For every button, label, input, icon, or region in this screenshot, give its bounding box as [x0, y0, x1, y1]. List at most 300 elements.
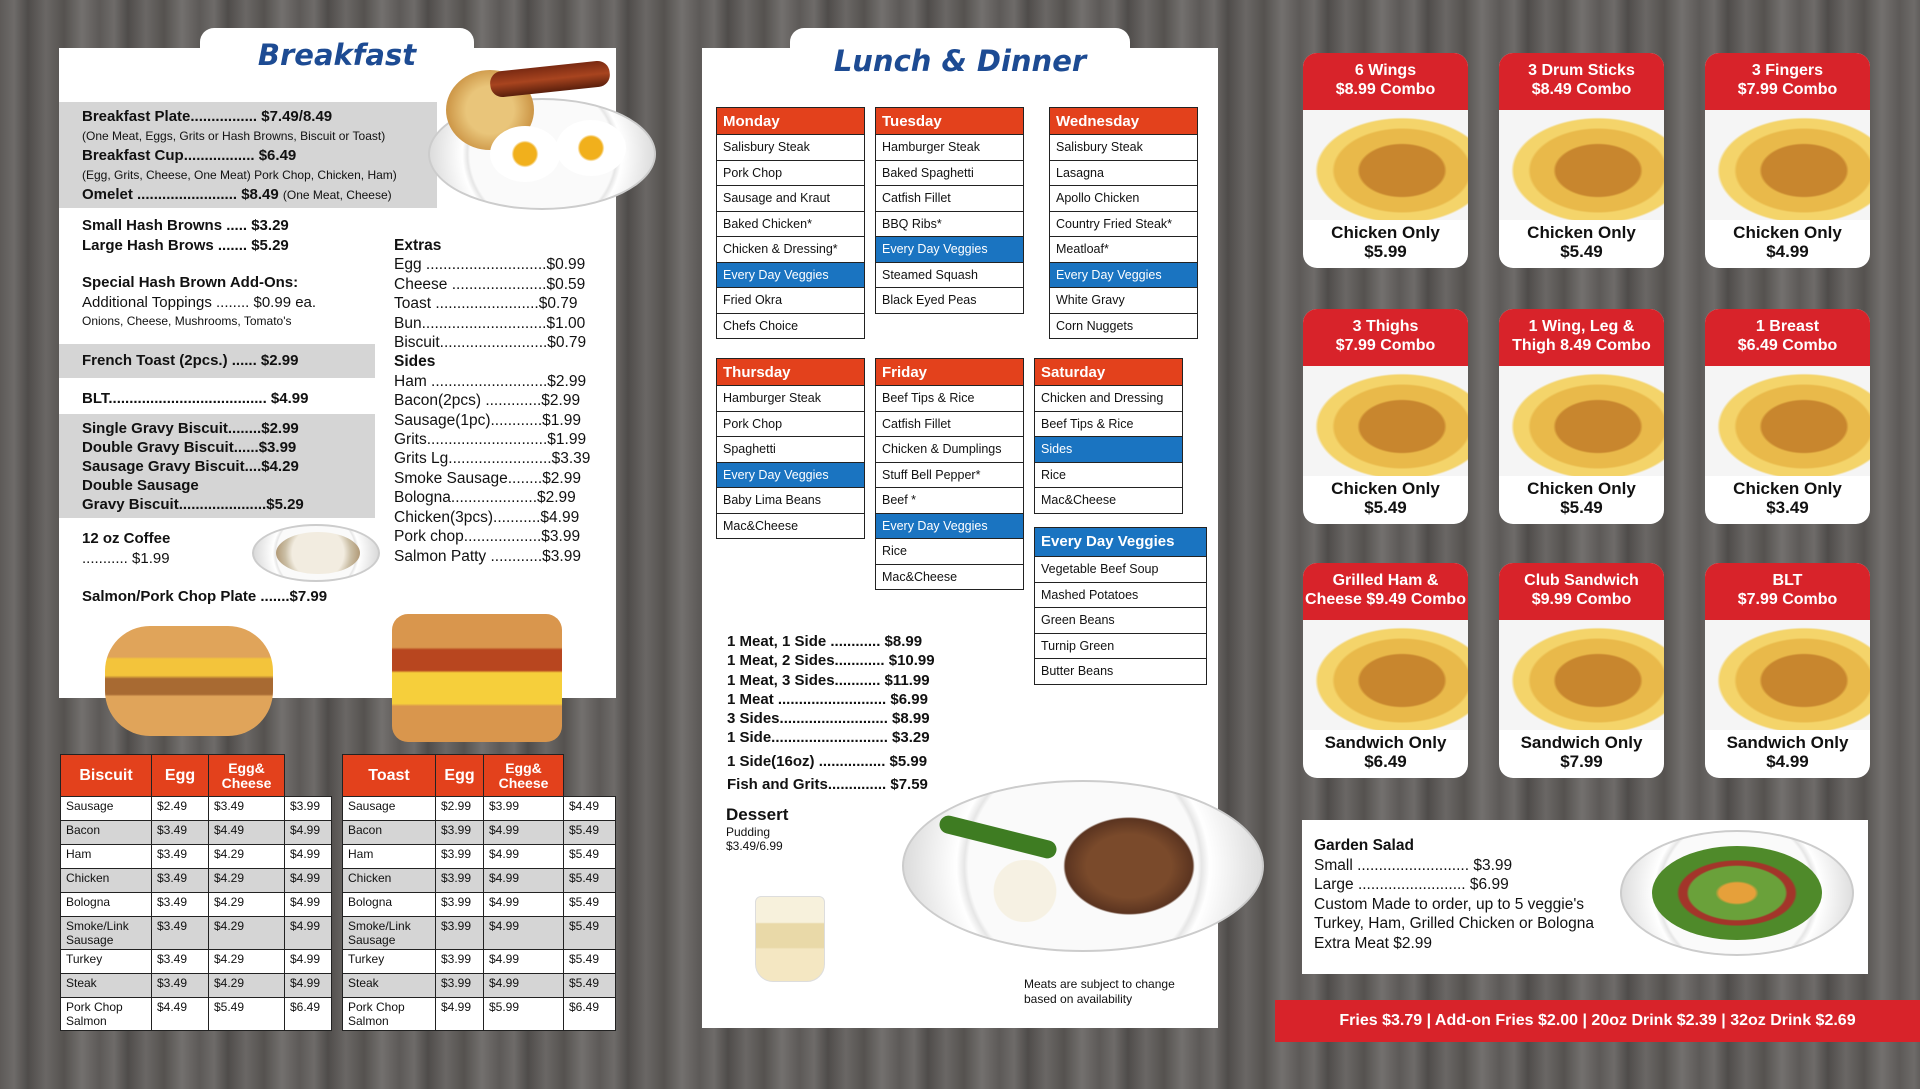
item-cell: Pork Chop Salmon — [61, 998, 152, 1031]
extras-item: Biscuit.........................$0.79 — [394, 334, 587, 352]
price-cell: $3.99 — [484, 797, 564, 821]
sides-item: Salmon Patty ............$3.99 — [394, 547, 581, 565]
menu-item: Every Day Veggies — [716, 463, 865, 489]
combo-price-line: $5.99 — [1364, 242, 1407, 261]
combo-price-line: Fish and Grits.............. $7.59 — [727, 776, 928, 794]
egg-image — [490, 126, 560, 182]
biscuit-sandwich-image — [105, 626, 273, 736]
combo-price-line: 1 Meat, 2 Sides............ $10.99 — [727, 652, 935, 670]
breakfast-plate-image — [428, 98, 656, 210]
combo-title-line: $6.49 Combo — [1737, 337, 1838, 354]
combo-card — [1705, 309, 1870, 524]
menu-item: Mac&Cheese — [716, 514, 865, 540]
day-header: Friday — [875, 358, 1024, 386]
price-cell: $3.99 — [285, 797, 332, 821]
combo-price-line: Sandwich Only — [1324, 733, 1447, 752]
combo-title-line: 3 Drum Sticks — [1528, 62, 1635, 79]
menu-item: Hamburger Steak — [875, 135, 1024, 161]
menu-item: Mashed Potatoes — [1034, 583, 1207, 609]
menu-item: Baked Chicken* — [716, 212, 865, 238]
sides-item: Sausage(1pc)............$1.99 — [394, 411, 581, 429]
price-cell: $5.49 — [564, 950, 616, 974]
combo-card-title — [1499, 563, 1664, 620]
combo-price-line: $6.49 — [1364, 752, 1407, 771]
small-hash-line: Small Hash Browns ..... $3.29 — [82, 217, 289, 234]
sides-item: Smoke Sausage........$2.99 — [394, 469, 581, 487]
extras-title: Extras — [394, 237, 442, 254]
menu-item: Every Day Veggies — [1049, 263, 1198, 289]
chicken-fries-image — [1303, 110, 1468, 220]
menu-item: Salisbury Steak — [716, 135, 865, 161]
extras-item: Cheese ......................$0.59 — [394, 275, 586, 293]
combo-price-line: 1 Meat .......................... $6.99 — [727, 690, 928, 708]
item-cell: Ham — [343, 845, 436, 869]
combo-price-line: $5.49 — [1560, 242, 1603, 261]
sides-item: Bacon(2pcs) .............$2.99 — [394, 392, 581, 410]
combo-card-title — [1303, 563, 1468, 620]
combo-price-line: $3.49 — [1766, 498, 1809, 517]
salad-desc: Custom Made to order, up to 5 veggie's — [1314, 895, 1585, 913]
egg-col-header: Egg — [436, 755, 484, 797]
combo-price-line: Chicken Only — [1331, 223, 1440, 242]
table-row — [61, 797, 332, 821]
combo-card-price — [1499, 220, 1664, 261]
combo-price-line: Chicken Only — [1331, 479, 1440, 498]
menu-item: Butter Beans — [1034, 659, 1207, 685]
menu-item: Stuff Bell Pepper* — [875, 463, 1024, 489]
price-cell: $3.49 — [209, 797, 285, 821]
day-header: Monday — [716, 107, 865, 135]
price-cell: $3.49 — [152, 974, 209, 998]
sandwich-fries-image — [1303, 620, 1468, 730]
combo-title-line: 3 Fingers — [1751, 62, 1824, 79]
combo-title-line: $9.99 Combo — [1531, 591, 1632, 608]
sides-item: Grits Lg........................$3.39 — [394, 450, 591, 468]
menu-item: Catfish Fillet — [875, 412, 1024, 438]
price-cell: $3.49 — [152, 869, 209, 893]
omelet-line: Omelet ........................ $8.49 — [82, 186, 279, 203]
menu-item: Baked Spaghetti — [875, 161, 1024, 187]
sides-item: Ham ...........................$2.99 — [394, 372, 587, 390]
menu-item: Lasagna — [1049, 161, 1198, 187]
price-cell: $3.49 — [152, 845, 209, 869]
table-row — [61, 893, 332, 917]
breakfast-cup-note: (Egg, Grits, Cheese, One Meat) Pork Chop, Chicken, Ham) — [82, 167, 397, 182]
breakfast-tab — [200, 28, 474, 84]
combo-card — [1499, 309, 1664, 524]
combo-price-line: 1 Meat, 3 Sides........... $11.99 — [727, 671, 930, 689]
sides-item: Pork chop..................$3.99 — [394, 528, 581, 546]
table-row — [343, 797, 616, 821]
price-cell: $3.99 — [436, 845, 484, 869]
salad-food — [1652, 846, 1822, 940]
item-cell: Steak — [61, 974, 152, 998]
menu-item: Fried Okra — [716, 288, 865, 314]
dessert-title: Dessert — [726, 805, 789, 824]
day-thursday — [716, 358, 865, 539]
price-cell: $4.99 — [484, 821, 564, 845]
combo-card — [1303, 563, 1468, 778]
price-cell: $4.99 — [285, 950, 332, 974]
combo-title-line: Cheese $9.49 Combo — [1305, 591, 1466, 608]
combo-card — [1303, 309, 1468, 524]
item-cell: Smoke/Link Sausage — [343, 917, 436, 950]
combo-card-title — [1303, 309, 1468, 366]
breakfast-title: Breakfast — [257, 38, 417, 72]
day-header: Thursday — [716, 358, 865, 386]
menu-item: Beef Tips & Rice — [875, 386, 1024, 412]
table-row — [343, 845, 616, 869]
price-cell: $4.29 — [209, 950, 285, 974]
lunch-tab — [790, 28, 1130, 78]
menu-item: Chefs Choice — [716, 314, 865, 340]
sides-item: Grits............................$1.99 — [394, 431, 587, 449]
combo-card-title — [1705, 53, 1870, 110]
salad-title: Garden Salad — [1314, 837, 1414, 854]
coffee-block — [82, 529, 170, 569]
table-row — [61, 845, 332, 869]
additional-toppings-line: Additional Toppings ........ $0.99 ea. — [82, 293, 317, 311]
breakfast-plate-note: (One Meat, Eggs, Grits or Hash Browns, Biscuit or Toast) — [82, 128, 386, 143]
gravy-item: Single Gravy Biscuit........$2.99 — [82, 420, 299, 437]
combo-price-line: 1 Side(16oz) ................ $5.99 — [727, 752, 928, 770]
menu-item: Rice — [1034, 463, 1183, 489]
egg-cheese-header-line: Cheese — [221, 774, 272, 791]
menu-item: Chicken & Dumplings — [875, 437, 1024, 463]
combo-title-line: $7.99 Combo — [1737, 591, 1838, 608]
french-toast-line: French Toast (2pcs.) ...... $2.99 — [82, 352, 299, 369]
item-cell: Chicken — [61, 869, 152, 893]
combo-card — [1303, 53, 1468, 268]
salad-block — [1314, 836, 1594, 953]
menu-item: Turnip Green — [1034, 634, 1207, 660]
price-cell: $4.99 — [285, 869, 332, 893]
price-cell: $4.99 — [484, 845, 564, 869]
combo-card-price — [1303, 476, 1468, 517]
chicken-fries-image — [1499, 110, 1664, 220]
combo-price-line: Sandwich Only — [1726, 733, 1849, 752]
gravy-item: Double Gravy Biscuit......$3.99 — [82, 439, 297, 456]
toast-price-table — [342, 754, 616, 1031]
table-row — [343, 974, 616, 998]
day-saturday — [1034, 358, 1183, 514]
mashed-potatoes-food — [984, 860, 1066, 922]
price-cell: $4.29 — [209, 845, 285, 869]
item-cell: Steak — [343, 974, 436, 998]
extras-item: Toast ........................$0.79 — [394, 295, 578, 313]
combo-card-price — [1705, 220, 1870, 261]
price-cell: $4.99 — [484, 869, 564, 893]
table-row — [343, 950, 616, 974]
breakfast-cup-line: Breakfast Cup................. $6.49 — [82, 147, 297, 164]
price-cell: $3.49 — [152, 917, 209, 950]
day-friday — [875, 358, 1024, 590]
combo-title-line: BLT — [1772, 572, 1803, 589]
menu-item: Corn Nuggets — [1049, 314, 1198, 340]
egg-cheese-header-line: Cheese — [498, 774, 549, 791]
menu-item: Country Fried Steak* — [1049, 212, 1198, 238]
menu-item: BBQ Ribs* — [875, 212, 1024, 238]
chicken-fries-image — [1705, 110, 1870, 220]
combo-title-line: 1 Breast — [1755, 318, 1820, 335]
price-cell: $3.99 — [436, 869, 484, 893]
table-row — [61, 821, 332, 845]
price-cell: $5.49 — [209, 998, 285, 1031]
menu-item: Vegetable Beef Soup — [1034, 557, 1207, 583]
special-addons-title: Special Hash Brown Add-Ons: — [82, 274, 299, 291]
price-cell: $4.99 — [285, 821, 332, 845]
gravy-biscuit-image — [252, 524, 380, 582]
coffee-price: ........... $1.99 — [82, 550, 170, 567]
price-cell: $6.49 — [285, 998, 332, 1031]
price-cell: $5.49 — [564, 893, 616, 917]
combo-title-line: Grilled Ham & — [1332, 572, 1439, 589]
day-tuesday — [875, 107, 1024, 314]
menu-item: Steamed Squash — [875, 263, 1024, 289]
menu-item: Baby Lima Beans — [716, 488, 865, 514]
combo-price-line: 1 Meat, 1 Side ............ $8.99 — [727, 633, 923, 650]
price-cell: $5.49 — [564, 974, 616, 998]
menu-item: Green Beans — [1034, 608, 1207, 634]
combo-card-title — [1499, 309, 1664, 366]
chicken-fries-image — [1499, 366, 1664, 476]
biscuit-col-header: Biscuit — [61, 755, 152, 797]
price-cell: $3.99 — [436, 821, 484, 845]
menu-item: Pork Chop — [716, 412, 865, 438]
price-cell: $4.99 — [285, 917, 332, 950]
price-cell: $5.49 — [564, 917, 616, 950]
table-row — [343, 893, 616, 917]
table-row — [61, 869, 332, 893]
sides-item: Bologna....................$2.99 — [394, 489, 576, 507]
combo-title-line: $8.49 Combo — [1531, 81, 1632, 98]
combo-price-line: Chicken Only — [1733, 223, 1842, 242]
price-cell: $3.49 — [152, 821, 209, 845]
special-addons-block — [82, 273, 316, 332]
item-cell: Bacon — [343, 821, 436, 845]
combo-price-line: $4.99 — [1766, 242, 1809, 261]
combo-card-title — [1499, 53, 1664, 110]
combo-price-line: $5.49 — [1364, 498, 1407, 517]
combo-title-line: $7.99 Combo — [1335, 337, 1436, 354]
menu-item: Rice — [875, 539, 1024, 565]
day-monday — [716, 107, 865, 339]
menu-item: White Gravy — [1049, 288, 1198, 314]
menu-item: Catfish Fillet — [875, 186, 1024, 212]
breakfast-plate-line: Breakfast Plate................ $7.49/8.49 — [82, 108, 333, 125]
table-row — [343, 917, 616, 950]
menu-item: Mac&Cheese — [875, 565, 1024, 591]
price-cell: $3.99 — [436, 917, 484, 950]
menu-item: Black Eyed Peas — [875, 288, 1024, 314]
egg-col-header: Egg — [152, 755, 209, 797]
combo-card — [1705, 563, 1870, 778]
item-cell: Pork Chop Salmon — [343, 998, 436, 1031]
meatloaf-food — [1054, 810, 1204, 922]
price-cell: $4.49 — [209, 821, 285, 845]
price-cell: $5.49 — [564, 821, 616, 845]
combo-card-title — [1705, 563, 1870, 620]
day-wednesday — [1049, 107, 1198, 339]
sandwich-fries-image — [1705, 620, 1870, 730]
price-cell: $2.49 — [152, 797, 209, 821]
combo-card — [1499, 563, 1664, 778]
gravy-food — [276, 532, 360, 574]
chicken-fries-image — [1705, 366, 1870, 476]
day-header: Saturday — [1034, 358, 1183, 386]
menu-item: Chicken and Dressing — [1034, 386, 1183, 412]
menu-item: Pork Chop — [716, 161, 865, 187]
item-cell: Sausage — [61, 797, 152, 821]
item-cell: Chicken — [343, 869, 436, 893]
combo-card-title — [1705, 309, 1870, 366]
sides-title: Sides — [394, 353, 436, 371]
combo-title-line: Thigh 8.49 Combo — [1512, 337, 1651, 354]
chicken-fries-image — [1303, 366, 1468, 476]
menu-item: Beef Tips & Rice — [1034, 412, 1183, 438]
combo-card-title — [1303, 53, 1468, 110]
combo-price-line: 3 Sides.......................... $8.99 — [727, 710, 930, 728]
menu-item: Chicken & Dressing* — [716, 237, 865, 263]
price-cell: $4.99 — [285, 893, 332, 917]
footer-bar: Fries $3.79 | Add-on Fries $2.00 | 20oz Drink $2.39 | 32oz Drink $2.69 — [1275, 1000, 1920, 1042]
dessert-item: Pudding — [726, 825, 771, 839]
price-cell: $4.99 — [484, 950, 564, 974]
menu-item: Every Day Veggies — [875, 237, 1024, 263]
item-cell: Turkey — [61, 950, 152, 974]
menu-item: Beef * — [875, 488, 1024, 514]
combo-price-line: Chicken Only — [1527, 223, 1636, 242]
salad-image — [1620, 830, 1854, 956]
extras-item: Bun.............................$1.00 — [394, 314, 586, 332]
salmon-pork-plate-line: Salmon/Pork Chop Plate .......$7.99 — [82, 588, 328, 605]
table-row — [343, 869, 616, 893]
meatloaf-plate-image — [902, 780, 1264, 952]
price-cell: $4.99 — [436, 998, 484, 1031]
price-cell: $4.99 — [484, 917, 564, 950]
combo-title-line: 1 Wing, Leg & — [1528, 318, 1635, 335]
price-cell: $4.29 — [209, 869, 285, 893]
egg-image — [556, 120, 626, 176]
price-cell: $4.49 — [152, 998, 209, 1031]
price-cell: $4.29 — [209, 974, 285, 998]
combo-card-price — [1303, 220, 1468, 261]
menu-item: Mac&Cheese — [1034, 488, 1183, 514]
combo-price-line: $7.99 — [1560, 752, 1603, 771]
menu-item: Sides — [1034, 437, 1183, 463]
item-cell: Bologna — [343, 893, 436, 917]
menu-item: Salisbury Steak — [1049, 135, 1198, 161]
toast-sandwich-image — [392, 614, 562, 742]
table-row — [343, 821, 616, 845]
price-cell: $3.49 — [152, 950, 209, 974]
dessert-block — [726, 805, 788, 853]
price-cell: $2.99 — [436, 797, 484, 821]
combo-card-price — [1705, 730, 1870, 771]
table-row — [61, 950, 332, 974]
combo-card — [1705, 53, 1870, 268]
price-cell: $4.99 — [285, 845, 332, 869]
item-cell: Turkey — [343, 950, 436, 974]
price-cell: $4.99 — [484, 893, 564, 917]
combo-price-line: $5.49 — [1560, 498, 1603, 517]
combo-prices-block — [727, 632, 935, 794]
menu-item: Meatloaf* — [1049, 237, 1198, 263]
table-row — [343, 998, 616, 1031]
gravy-item: Gravy Biscuit.....................$5.29 — [82, 496, 304, 513]
item-cell: Bacon — [61, 821, 152, 845]
menu-item: Spaghetti — [716, 437, 865, 463]
salad-desc: Turkey, Ham, Grilled Chicken or Bologna — [1314, 915, 1594, 932]
omelet-note: (One Meat, Cheese) — [282, 188, 392, 202]
salad-large: Large ......................... $6.99 — [1314, 876, 1509, 893]
price-cell: $3.49 — [152, 893, 209, 917]
table-row — [61, 917, 332, 950]
extras-item: Egg ............................$0.99 — [394, 256, 586, 274]
combo-title-line: 3 Thighs — [1352, 318, 1419, 335]
combo-price-line: Chicken Only — [1527, 479, 1636, 498]
combo-price-line: Sandwich Only — [1520, 733, 1643, 752]
day-header: Tuesday — [875, 107, 1024, 135]
availability-note: Meats are subject to change based on availability — [1024, 977, 1175, 1006]
item-cell: Smoke/Link Sausage — [61, 917, 152, 950]
combo-title-line: $7.99 Combo — [1737, 81, 1838, 98]
hash-browns-block — [82, 216, 289, 255]
menu-item: Hamburger Steak — [716, 386, 865, 412]
menu-item: Apollo Chicken — [1049, 186, 1198, 212]
price-cell: $3.99 — [436, 893, 484, 917]
price-cell: $5.49 — [564, 845, 616, 869]
menu-item: Sausage and Kraut — [716, 186, 865, 212]
price-cell: $4.49 — [564, 797, 616, 821]
toppings-list: Onions, Cheese, Mushrooms, Tomato's — [82, 314, 292, 328]
egg-cheese-header-line: Egg& — [505, 759, 542, 776]
menu-item: Every Day Veggies — [716, 263, 865, 289]
combo-price-line: 1 Side............................ $3.29 — [727, 729, 930, 747]
combo-title-line: Club Sandwich — [1524, 572, 1639, 589]
extras-sides-block — [394, 236, 590, 566]
salad-small: Small .......................... $3.99 — [1314, 856, 1513, 874]
combo-card-price — [1499, 730, 1664, 771]
price-cell: $4.29 — [209, 893, 285, 917]
price-cell: $4.99 — [285, 974, 332, 998]
large-hash-line: Large Hash Brows ....... $5.29 — [82, 236, 289, 254]
combo-title-line: 6 Wings — [1354, 62, 1417, 79]
price-cell: $4.29 — [209, 917, 285, 950]
price-cell: $4.99 — [484, 974, 564, 998]
item-cell: Sausage — [343, 797, 436, 821]
combo-title-line: $8.99 Combo — [1335, 81, 1436, 98]
price-cell: $3.99 — [436, 974, 484, 998]
dessert-price: $3.49/6.99 — [726, 839, 783, 853]
combo-price-line: $4.99 — [1766, 752, 1809, 771]
biscuit-price-table — [60, 754, 332, 1031]
lunch-title: Lunch & Dinner — [833, 44, 1087, 78]
table-row — [61, 974, 332, 998]
combo-price-line: Chicken Only — [1733, 479, 1842, 498]
toast-col-header: Toast — [343, 755, 436, 797]
price-cell: $3.99 — [436, 950, 484, 974]
egg-cheese-header-line: Egg& — [228, 759, 265, 776]
green-beans-food — [938, 814, 1059, 860]
sandwich-fries-image — [1499, 620, 1664, 730]
gravy-item: Sausage Gravy Biscuit....$4.29 — [82, 458, 299, 475]
item-cell: Ham — [61, 845, 152, 869]
gravy-block — [82, 419, 304, 514]
combo-card-price — [1303, 730, 1468, 771]
item-cell: Bologna — [61, 893, 152, 917]
coffee-label: 12 oz Coffee — [82, 530, 171, 547]
